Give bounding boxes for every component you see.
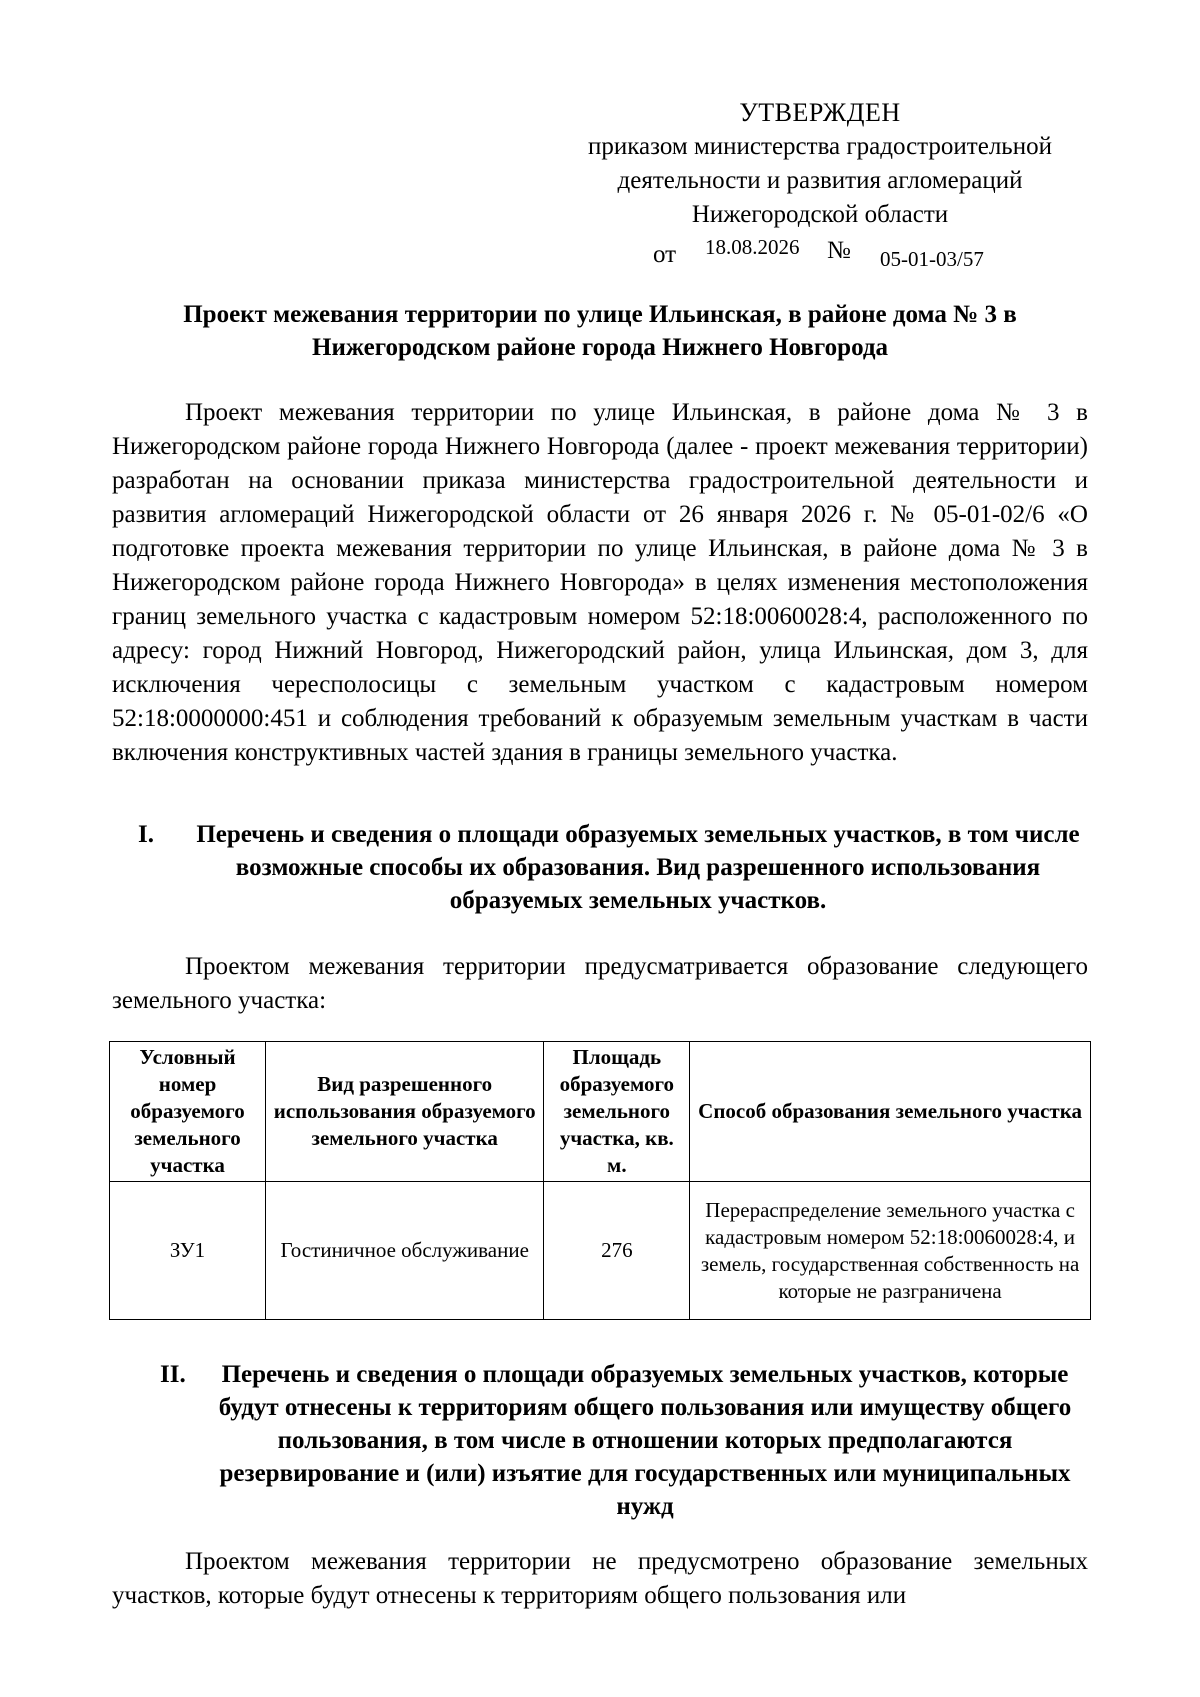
section-1-number: I. [138,821,154,848]
cell-formation-method: Перераспределение земельного участка с кадастровым номером 52:18:0060028:4, и земель, государственная собственность на которые не разграничена [690,1182,1091,1320]
table-header-row [110,1042,1091,1182]
approval-stamp [540,96,1100,272]
approval-title: УТВЕРЖДЕН [739,98,901,127]
header-permitted-use: Вид разрешенного использования образуемого земельного участка [266,1042,544,1182]
approval-line-2: деятельности и развития агломераций [617,167,1023,194]
approval-date-line [540,232,1100,272]
intro-paragraph: Проект межевания территории по улице Ильинская, в районе дома № 3 в Нижегородском районе города Нижнего Новгорода (далее - проект межевания территории) разработан на основании приказа министерства градостроительной деятельности и развития агломераций Нижегородской области от 26 января 2026 г. № 05-01-02/6 «О подготовке проекта межевания территории по улице Ильинская, в районе дома № 3 в Нижегородском районе города Нижнего Новгорода» в целях изменения местоположения границ земельного участка с кадастровым номером 52:18:0060028:4, расположенного по адресу: город Нижний Новгород, Нижегородский район, улица Ильинская, дом 3, для исключения чересполосицы с земельным участком с кадастровым номером 52:18:0000000:451 и соблюдения требований к образуемым земельным участкам в части включения конструктивных частей здания в границы земельного участка. [112,399,1088,766]
section-2-title: Перечень и сведения о площади образуемых земельных участков, которые будут отнесены к территориям общего пользования или имуществу общего пользования, в том числе в отношении которых предполагаются резервирование и (или) изъятие для государственных или муниципальных нужд [218,1361,1072,1520]
number-label: № [827,237,851,264]
section-2-number: II. [160,1361,186,1388]
section-1-title: Перечень и сведения о площади образуемых земельных участков, в том числе возможные способы их образования. Вид разрешенного использования образуемых земельных участков. [196,821,1080,914]
cell-area: 276 [544,1182,690,1320]
cell-plot-number: ЗУ1 [110,1182,266,1320]
section-2-heading [160,1358,1100,1523]
approval-date: 18.08.2026 [705,235,800,259]
approval-line-1: приказом министерства градостроительной [588,133,1052,160]
header-plot-number: Условный номер образуемого земельного участка [110,1042,266,1182]
header-formation-method: Способ образования земельного участка [690,1042,1091,1182]
cell-permitted-use: Гостиничное обслуживание [266,1182,544,1320]
approval-line-3: Нижегородской области [691,201,949,228]
table-row [110,1182,1091,1320]
from-label: от [653,241,677,268]
header-area: Площадь образуемого земельного участка, кв. м. [544,1042,690,1182]
approval-number: 05-01-03/57 [880,247,984,271]
section-1-paragraph: Проектом межевания территории предусматривается образование следующего земельного участка: [112,953,1088,1014]
section-1-heading [138,818,1098,917]
land-plots-table [109,1041,1091,1320]
document-title: Проект межевания территории по улице Ильинская, в районе дома № 3 в Нижегородском районе города Нижнего Новгорода [183,301,1017,361]
section-2-paragraph: Проектом межевания территории не предусмотрено образование земельных участков, которые будут отнесены к территориям общего пользования или [112,1548,1088,1609]
